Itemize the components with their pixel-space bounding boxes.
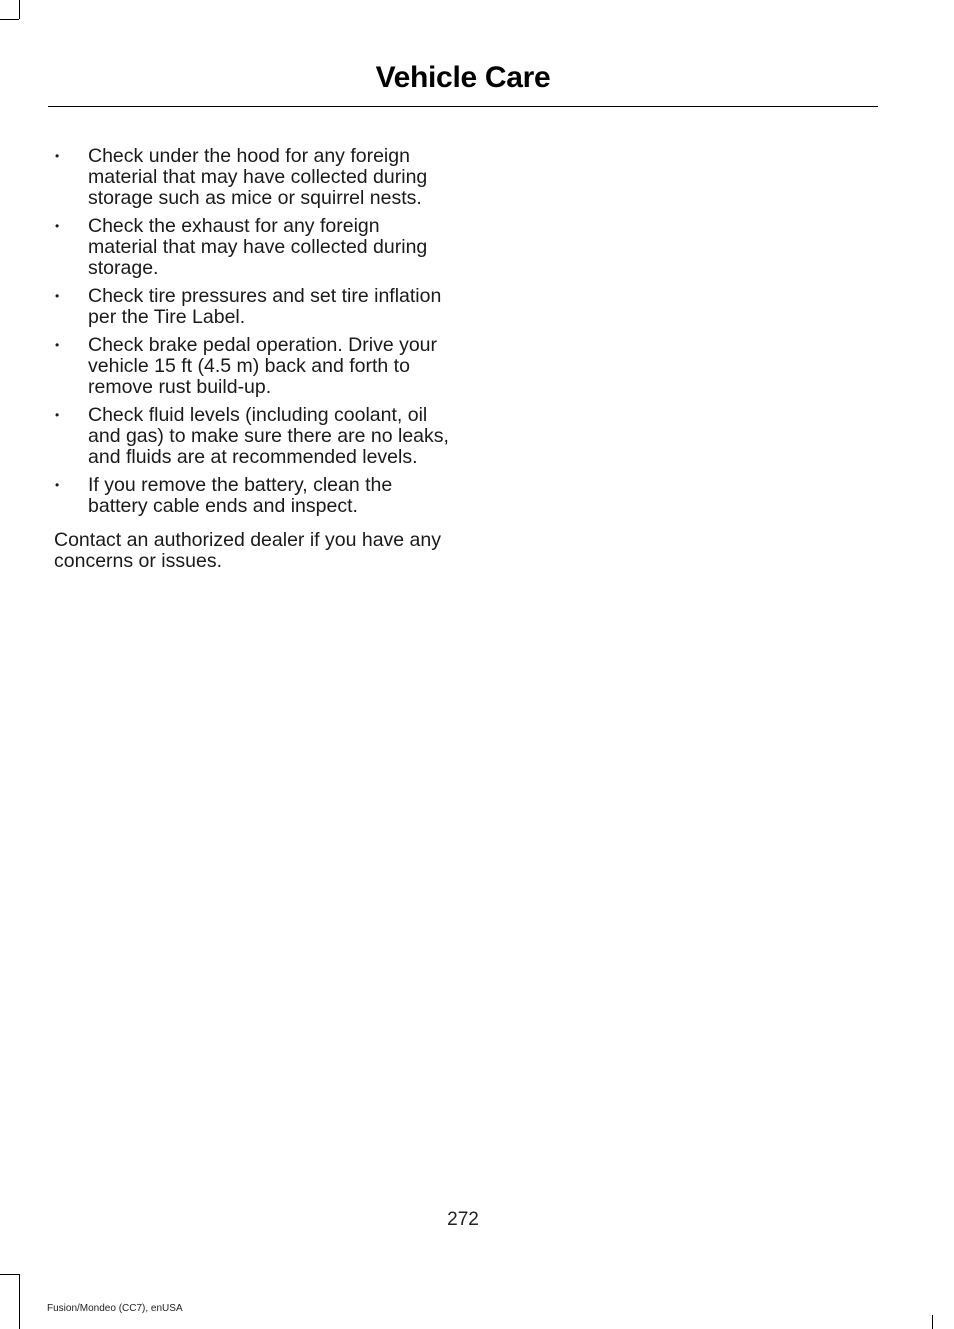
- list-item: [54, 405, 449, 468]
- closing-paragraph: Contact an authorized dealer if you have any concerns or issues.: [54, 529, 442, 572]
- list-item: [54, 286, 449, 328]
- title-divider: [48, 106, 878, 107]
- crop-mark-bottom-left-short: [19, 1315, 20, 1329]
- checklist: [54, 146, 449, 517]
- bullet-icon: •: [55, 219, 60, 233]
- bullet-icon: •: [55, 408, 60, 422]
- crop-mark-bottom-right-short: [932, 1315, 933, 1329]
- list-item-text: Check under the hood for any foreign material that may have collected during storage such as mice or squirrel nests.: [88, 145, 428, 209]
- list-item: [54, 146, 449, 209]
- main-content: [54, 146, 449, 572]
- crop-mark-top-left-horizontal: [0, 19, 19, 20]
- list-item-text: Check fluid levels (including coolant, oil and gas) to make sure there are no leaks, and fluids are at recommended levels.: [88, 404, 449, 468]
- list-item: [54, 335, 449, 398]
- bullet-icon: •: [55, 149, 60, 163]
- list-item-text: Check tire pressures and set tire inflation per the Tire Label.: [88, 285, 442, 328]
- list-item: [54, 216, 449, 279]
- page-title: Vehicle Care: [375, 61, 551, 94]
- list-item-text: Check the exhaust for any foreign material that may have collected during storage.: [88, 215, 428, 279]
- crop-mark-bottom-left-horizontal: [0, 1274, 19, 1275]
- list-item-text: Check brake pedal operation. Drive your vehicle 15 ft (4.5 m) back and forth to remove rust build-up.: [88, 334, 438, 398]
- list-item-text: If you remove the battery, clean the battery cable ends and inspect.: [88, 474, 393, 517]
- page-number: 272: [447, 1209, 479, 1230]
- bullet-icon: •: [55, 478, 60, 492]
- bullet-icon: •: [55, 338, 60, 352]
- bullet-icon: •: [55, 289, 60, 303]
- list-item: [54, 475, 449, 517]
- crop-mark-top-left-vertical: [19, 0, 20, 19]
- document-identifier: Fusion/Mondeo (CC7), enUSA: [47, 1303, 183, 1314]
